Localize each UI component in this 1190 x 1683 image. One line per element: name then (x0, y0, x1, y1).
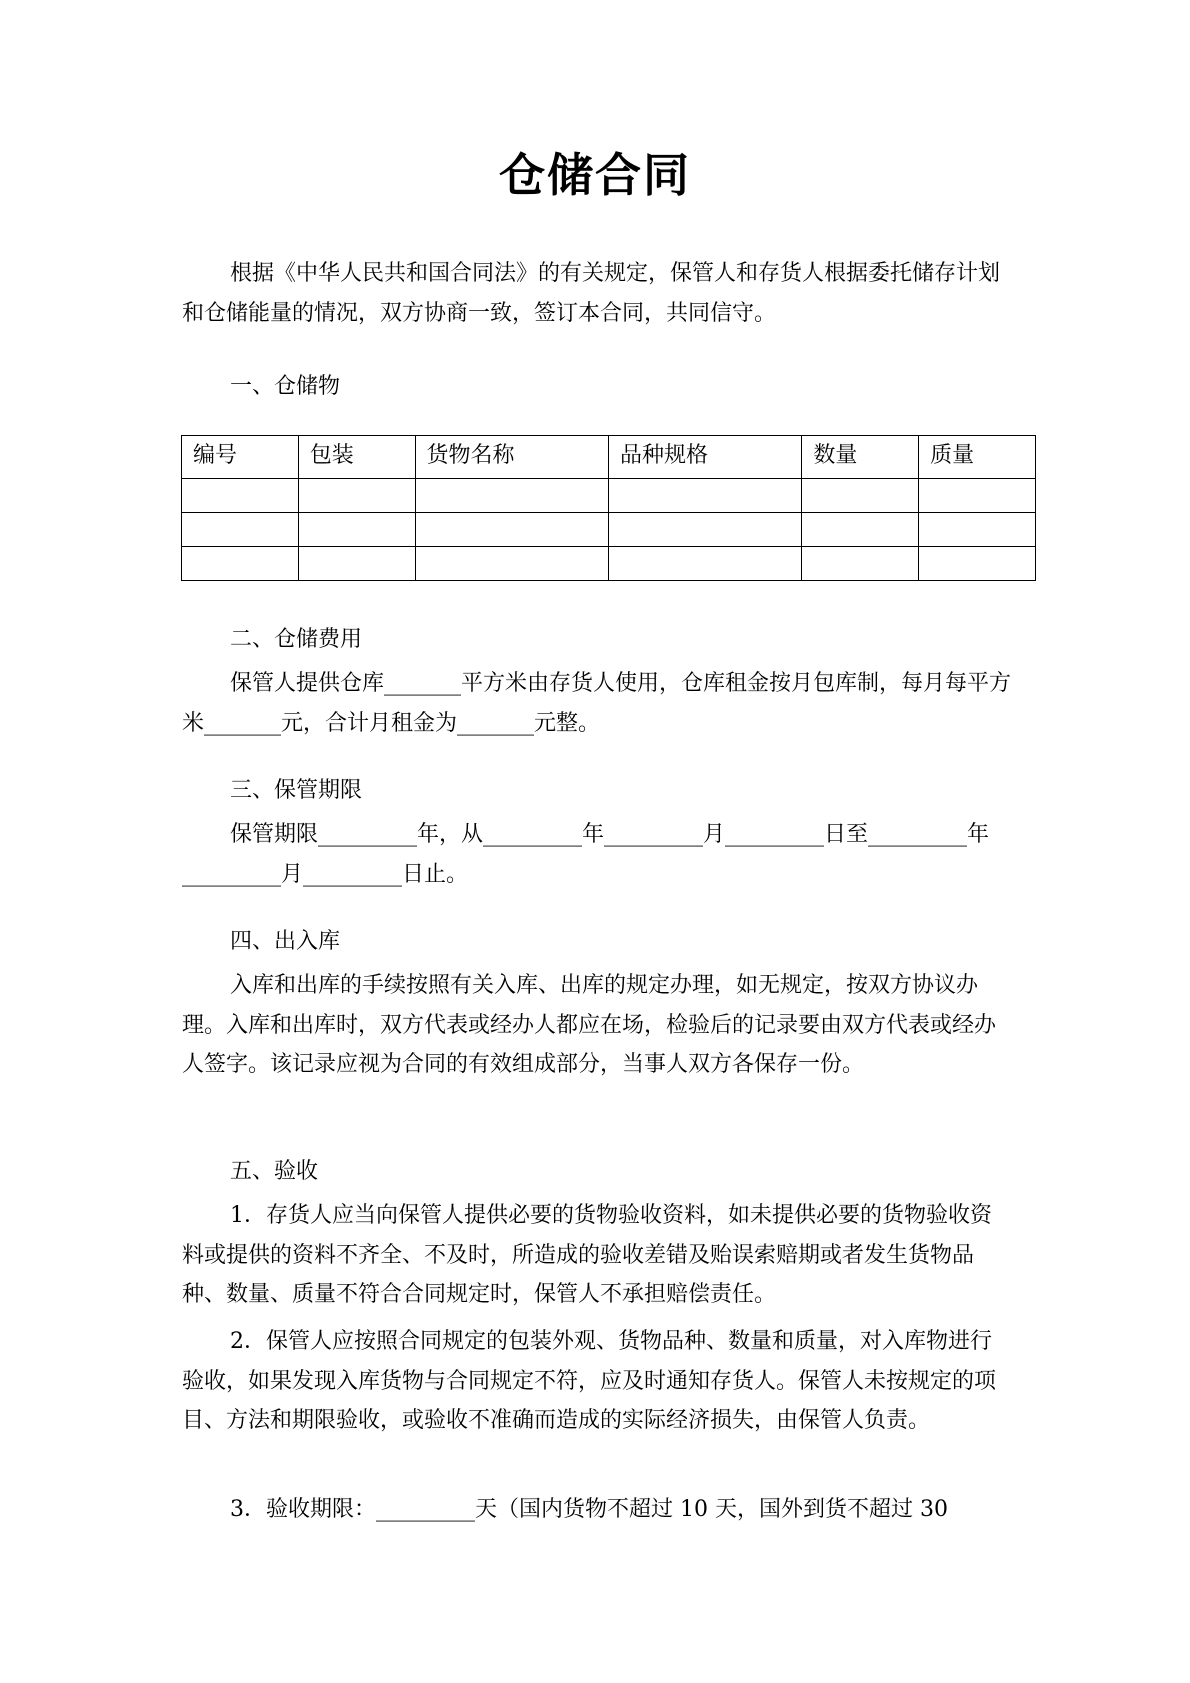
table-cell (415, 479, 608, 513)
column-header: 数量 (802, 436, 919, 479)
table-cell (919, 479, 1036, 513)
goods-table (181, 435, 1036, 581)
table-cell (415, 513, 608, 547)
column-header: 编号 (182, 436, 299, 479)
table-cell (298, 479, 415, 513)
table-cell (182, 547, 299, 581)
table-row (182, 513, 1036, 547)
table-row (182, 547, 1036, 581)
section-5-item-2: 2．保管人应按照合同规定的包装外观、货物品种、数量和质量，对入库物进行验收，如果发现入库货物与合同规定不符，应及时通知存货人。保管人未按规定的项目、方法和期限验收，或验收不准确而造成的实际经济损失，由保管人负责。 (182, 1329, 997, 1433)
section-2-heading: 二、仓储费用 (230, 627, 363, 652)
section-4-text: 入库和出库的手续按照有关入库、出库的规定办理，如无规定，按双方协议办理。入库和出库时，双方代表或经办人都应在场，检验后的记录要由双方代表或经办人签字。该记录应视为合同的有效组成部分，当事人双方各保存一份。 (182, 973, 997, 1077)
column-header: 品种规格 (608, 436, 801, 479)
table-cell (608, 479, 801, 513)
table-cell (182, 513, 299, 547)
column-header: 质量 (919, 436, 1036, 479)
table-cell (608, 547, 801, 581)
table-cell (919, 513, 1036, 547)
table-cell (802, 513, 919, 547)
table-cell (182, 479, 299, 513)
section-3-heading: 三、保管期限 (230, 778, 363, 803)
section-3-text: 保管期限_________年，从_________年_________月_________日至_________年_________月_________日止。 (182, 822, 990, 887)
table-cell (608, 513, 801, 547)
document-title: 仓储合同 (499, 148, 691, 202)
intro-paragraph: 根据《中华人民共和国合同法》的有关规定，保管人和存货人根据委托储存计划和仓储能量的情况，双方协商一致，签订本合同，共同信守。 (182, 261, 1001, 326)
table-cell (802, 547, 919, 581)
table-cell (802, 479, 919, 513)
section-5-item-3: 3．验收期限：_________天（国内货物不超过 10 天，国外到货不超过 30 (230, 1497, 948, 1522)
table-header-row (182, 436, 1036, 479)
section-2-text: 保管人提供仓库_______平方米由存货人使用，仓库租金按月包库制，每月每平方米_______元，合计月租金为_______元整。 (182, 671, 1012, 736)
table-cell (298, 513, 415, 547)
table-cell (919, 547, 1036, 581)
table-cell (298, 547, 415, 581)
section-5-heading: 五、验收 (230, 1159, 319, 1184)
table-cell (415, 547, 608, 581)
section-1-heading: 一、仓储物 (230, 374, 341, 399)
column-header: 包装 (298, 436, 415, 479)
section-5-item-1: 1．存货人应当向保管人提供必要的货物验收资料，如未提供必要的货物验收资料或提供的资料不齐全、不及时，所造成的验收差错及贻误索赔期或者发生货物品种、数量、质量不符合合同规定时，保管人不承担赔偿责任。 (182, 1203, 992, 1307)
column-header: 货物名称 (415, 436, 608, 479)
section-4-heading: 四、出入库 (230, 929, 341, 954)
table-row (182, 479, 1036, 513)
